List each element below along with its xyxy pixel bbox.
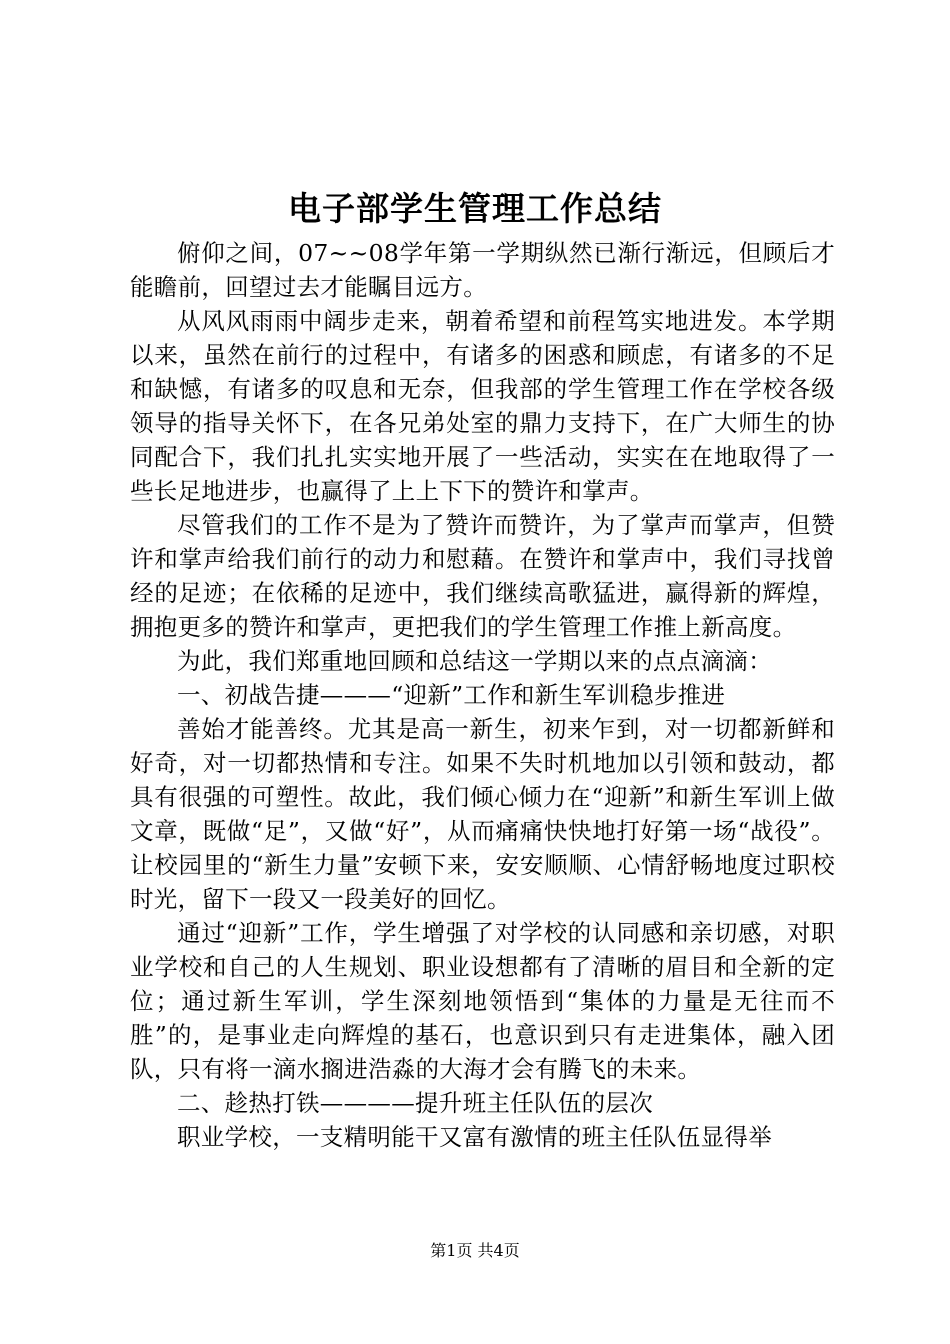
section-heading: 一、初战告捷———“迎新”工作和新生军训稳步推进 (177, 681, 726, 709)
section-heading: 二、趁热打铁————提升班主任队伍的层次 (177, 1089, 653, 1117)
document-body (130, 236, 835, 1154)
paragraph: 职业学校，一支精明能干又富有激情的班主任队伍显得举 (177, 1123, 772, 1151)
paragraph: 为此，我们郑重地回顾和总结这一学期以来的点点滴滴： (177, 647, 772, 675)
paragraph: 尽管我们的工作不是为了赞许而赞许，为了掌声而掌声，但赞许和掌声给我们前行的动力和慰藉。在赞许和掌声中，我们寻找曾经的足迹；在依稀的足迹中，我们继续高歌猛进，赢得新的辉煌，拥抱更多的赞许和掌声，更把我们的学生管理工作推上新高度。 (130, 511, 835, 641)
page-footer: 第1页 共4页 (430, 1241, 520, 1260)
paragraph: 通过“迎新”工作，学生增强了对学校的认同感和亲切感，对职业学校和自己的人生规划、职业设想都有了清晰的眉目和全新的定位；通过新生军训，学生深刻地领悟到“集体的力量是无往而不胜”的，是事业走向辉煌的基石，也意识到只有走进集体，融入团队，只有将一滴水搁进浩淼的大海才会有腾飞的未来。 (130, 919, 835, 1083)
paragraph: 俯仰之间，07~~08学年第一学期纵然已渐行渐远，但顾后才能瞻前，回望过去才能瞩目远方。 (130, 239, 835, 301)
document-title: 电子部学生管理工作总结 (288, 189, 662, 228)
paragraph: 善始才能善终。尤其是高一新生，初来乍到，对一切都新鲜和好奇，对一切都热情和专注。如果不失时机地加以引领和鼓动，都具有很强的可塑性。故此，我们倾心倾力在“迎新”和新生军训上做文章，既做“足”，又做“好”，从而痛痛快快地打好第一场“战役”。让校园里的“新生力量”安顿下来，安安顺顺、心情舒畅地度过职校时光，留下一段又一段美好的回忆。 (130, 715, 835, 913)
paragraph: 从风风雨雨中阔步走来，朝着希望和前程笃实地进发。本学期以来，虽然在前行的过程中，有诸多的困惑和顾虑，有诸多的不足和缺憾，有诸多的叹息和无奈，但我部的学生管理工作在学校各级领导的指导关怀下，在各兄弟处室的鼎力支持下，在广大师生的协同配合下，我们扎扎实实地开展了一些活动，实实在在地取得了一些长足地进步，也赢得了上上下下的赞许和掌声。 (130, 307, 835, 505)
